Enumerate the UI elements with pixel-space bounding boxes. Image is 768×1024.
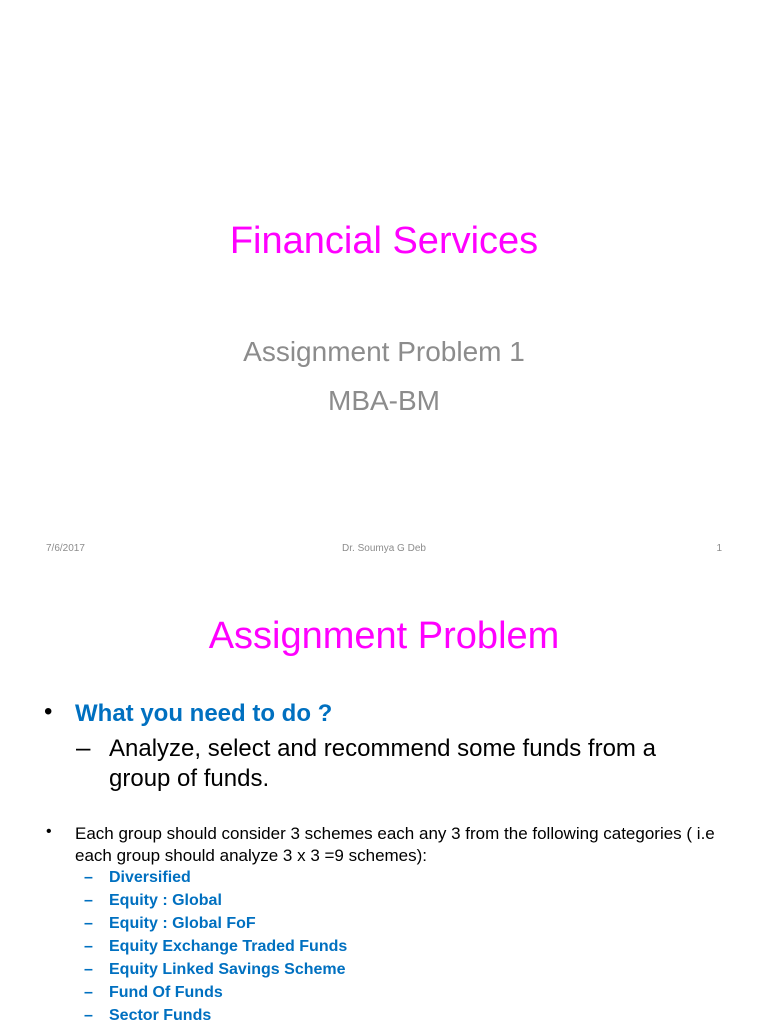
category-label: Sector Funds bbox=[109, 1007, 212, 1024]
footer-date: 7/6/2017 bbox=[46, 543, 85, 554]
bullet-marker: • bbox=[44, 698, 53, 725]
category-label: Equity Linked Savings Scheme bbox=[109, 961, 346, 978]
category-label: Equity : Global bbox=[109, 892, 222, 909]
instruction-text: Each group should consider 3 schemes each any 3 from the following categories ( i.e each group should analyze 3 x 3 =9 schemes): bbox=[75, 824, 715, 865]
dash-marker: – bbox=[84, 961, 93, 978]
category-label: Diversified bbox=[109, 869, 191, 886]
category-label: Fund Of Funds bbox=[109, 984, 223, 1001]
category-label: Equity : Global FoF bbox=[109, 915, 256, 932]
category-label: Equity Exchange Traded Funds bbox=[109, 938, 348, 955]
dash-marker: – bbox=[76, 732, 91, 762]
dash-marker: – bbox=[84, 892, 93, 909]
slide-subtitle-line-1: Assignment Problem 1 bbox=[243, 336, 525, 367]
dash-marker: – bbox=[84, 938, 93, 955]
dash-marker: – bbox=[84, 869, 93, 886]
footer-author: Dr. Soumya G Deb bbox=[342, 543, 426, 554]
bullet-marker: • bbox=[46, 823, 52, 840]
dash-marker: – bbox=[84, 915, 93, 932]
slide-2 bbox=[0, 576, 768, 1024]
answer-text: Analyze, select and recommend some funds from a group of funds. bbox=[109, 735, 656, 792]
dash-marker: – bbox=[84, 1007, 93, 1024]
footer-page-number: 1 bbox=[716, 543, 722, 554]
slide-subtitle-line-2: MBA-BM bbox=[328, 385, 440, 416]
slide-title: Assignment Problem bbox=[208, 615, 560, 657]
slide-title: Financial Services bbox=[229, 220, 539, 262]
dash-marker: – bbox=[84, 984, 93, 1001]
question-text: What you need to do ? bbox=[75, 700, 333, 727]
